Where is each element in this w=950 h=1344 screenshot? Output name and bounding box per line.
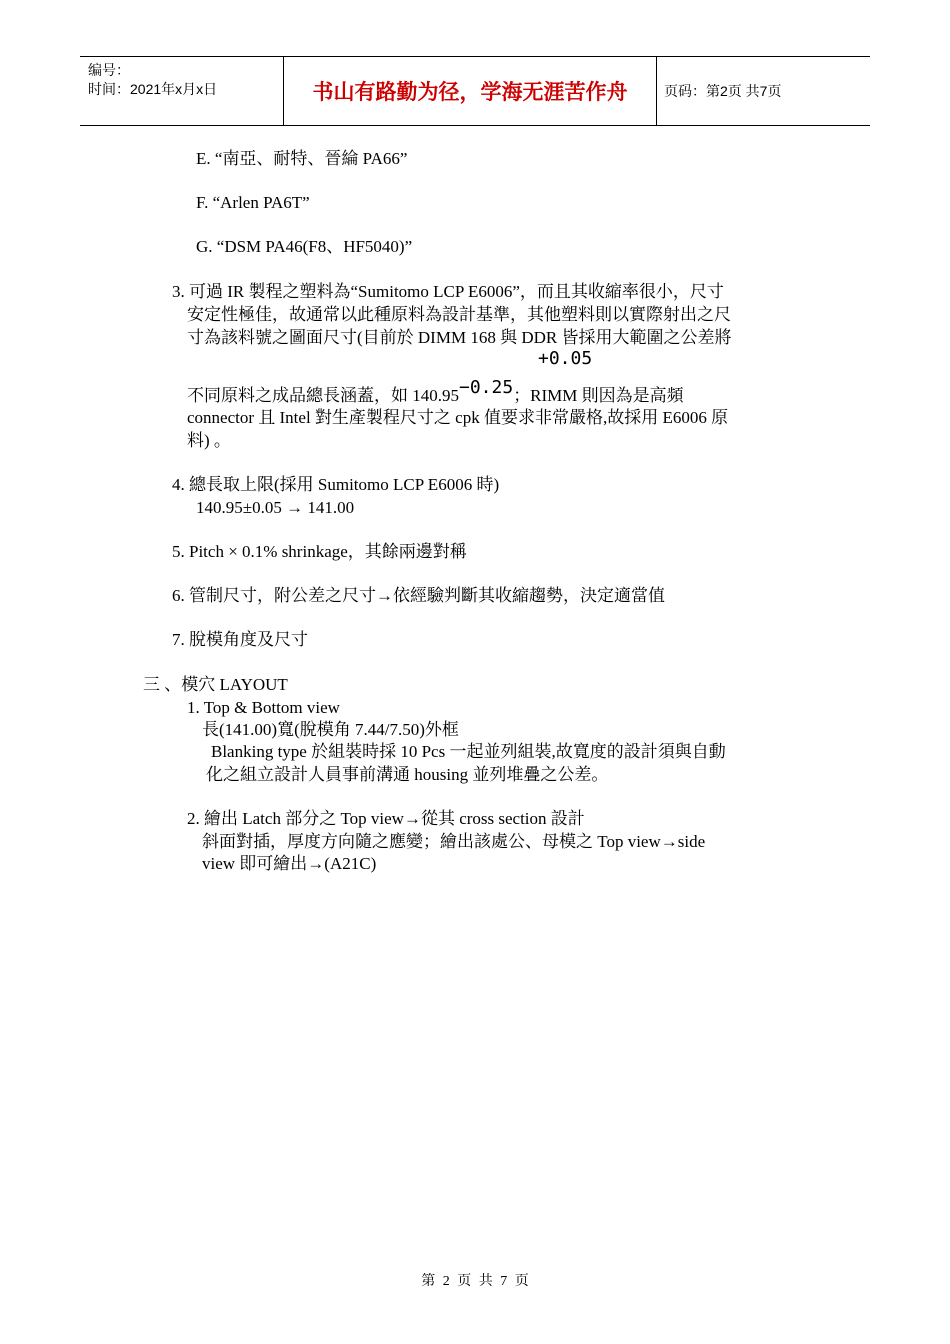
paragraph-3-line-2: 安定性極佳，故通常以此種原料為設計基準，其他塑料則以實際射出之尺: [187, 305, 731, 324]
section-3-item-2-line-2: 斜面對插，厚度方向隨之應變；繪出該處公、母模之 Top view→side: [202, 832, 706, 851]
serial-label: 编号：: [88, 62, 130, 78]
paragraph-3-line-6: 料) 。: [187, 431, 231, 450]
paragraph-6: 6. 管制尺寸，附公差之尺寸→依經驗判斷其收縮趨勢，決定適當值: [172, 586, 665, 605]
tolerance-minus: −0.25: [459, 377, 514, 398]
paragraph-4-line-1: 4. 總長取上限(採用 Sumitomo LCP E6006 時): [172, 475, 500, 494]
header-meta: [88, 61, 288, 99]
page-footer: 第 2 页 共 7 页: [421, 1274, 529, 1289]
paragraph-3-line-5: connector 且 Intel 對生產製程尺寸之 cpk 值要求非常嚴格,故採用 E6006 原: [187, 408, 729, 427]
header-page-info: 页码：第2页 共7页: [664, 83, 782, 99]
paragraph-7: 7. 脫模角度及尺寸: [172, 630, 308, 649]
paragraph-5: 5. Pitch × 0.1% shrinkage，其餘兩邊對稱: [172, 542, 467, 561]
list-item-g: G. “DSM PA46(F8、HF5040)”: [196, 237, 413, 256]
section-3-item-2-line-3: view 即可繪出→(A21C): [202, 854, 377, 873]
section-3-item-1-line-4: 化之組立設計人員事前溝通 housing 並列堆疊之公差。: [206, 765, 609, 784]
tolerance-plus: +0.05: [538, 348, 593, 369]
section-3-item-2-title: 2. 繪出 Latch 部分之 Top view→從其 cross section 設計: [187, 809, 585, 828]
section-3-item-1-line-2: 長(141.00)寬(脫模角 7.44/7.50)外框: [202, 720, 459, 739]
paragraph-3-line-3: 寸為該料號之圖面尺寸(目前於 DIMM 168 與 DDR 皆採用大範圍之公差將: [187, 328, 732, 347]
section-3-heading: 三 、模穴 LAYOUT: [143, 675, 288, 694]
paragraph-4-line-2: 140.95±0.05 → 141.00: [196, 498, 355, 517]
list-item-e: E. “南亞、耐特、晉綸 PA66”: [196, 149, 408, 168]
paragraph-3-line-4-text: 不同原料之成品總長涵蓋，如 140.95: [187, 386, 459, 405]
time-label: 时间：2021年x月x日: [88, 81, 218, 97]
section-3-item-1-title: 1. Top & Bottom view: [187, 698, 340, 717]
list-item-f: F. “Arlen PA6T”: [196, 193, 310, 212]
section-3-item-1-line-3: Blanking type 於組裝時採 10 Pcs 一起並列組裝,故寬度的設計須與自動: [211, 742, 726, 761]
paragraph-3-line-1: 3. 可過 IR 製程之塑料為“Sumitomo LCP E6006”，而且其收縮率很小，尺寸: [172, 282, 724, 301]
header-motto: 书山有路勤为径，学海无涯苦作舟: [283, 57, 657, 125]
page-header: [80, 56, 870, 126]
paragraph-3-line-4-tail: ；RIMM 則因為是高頻: [513, 386, 684, 405]
paragraph-3-line-4: [187, 377, 684, 407]
